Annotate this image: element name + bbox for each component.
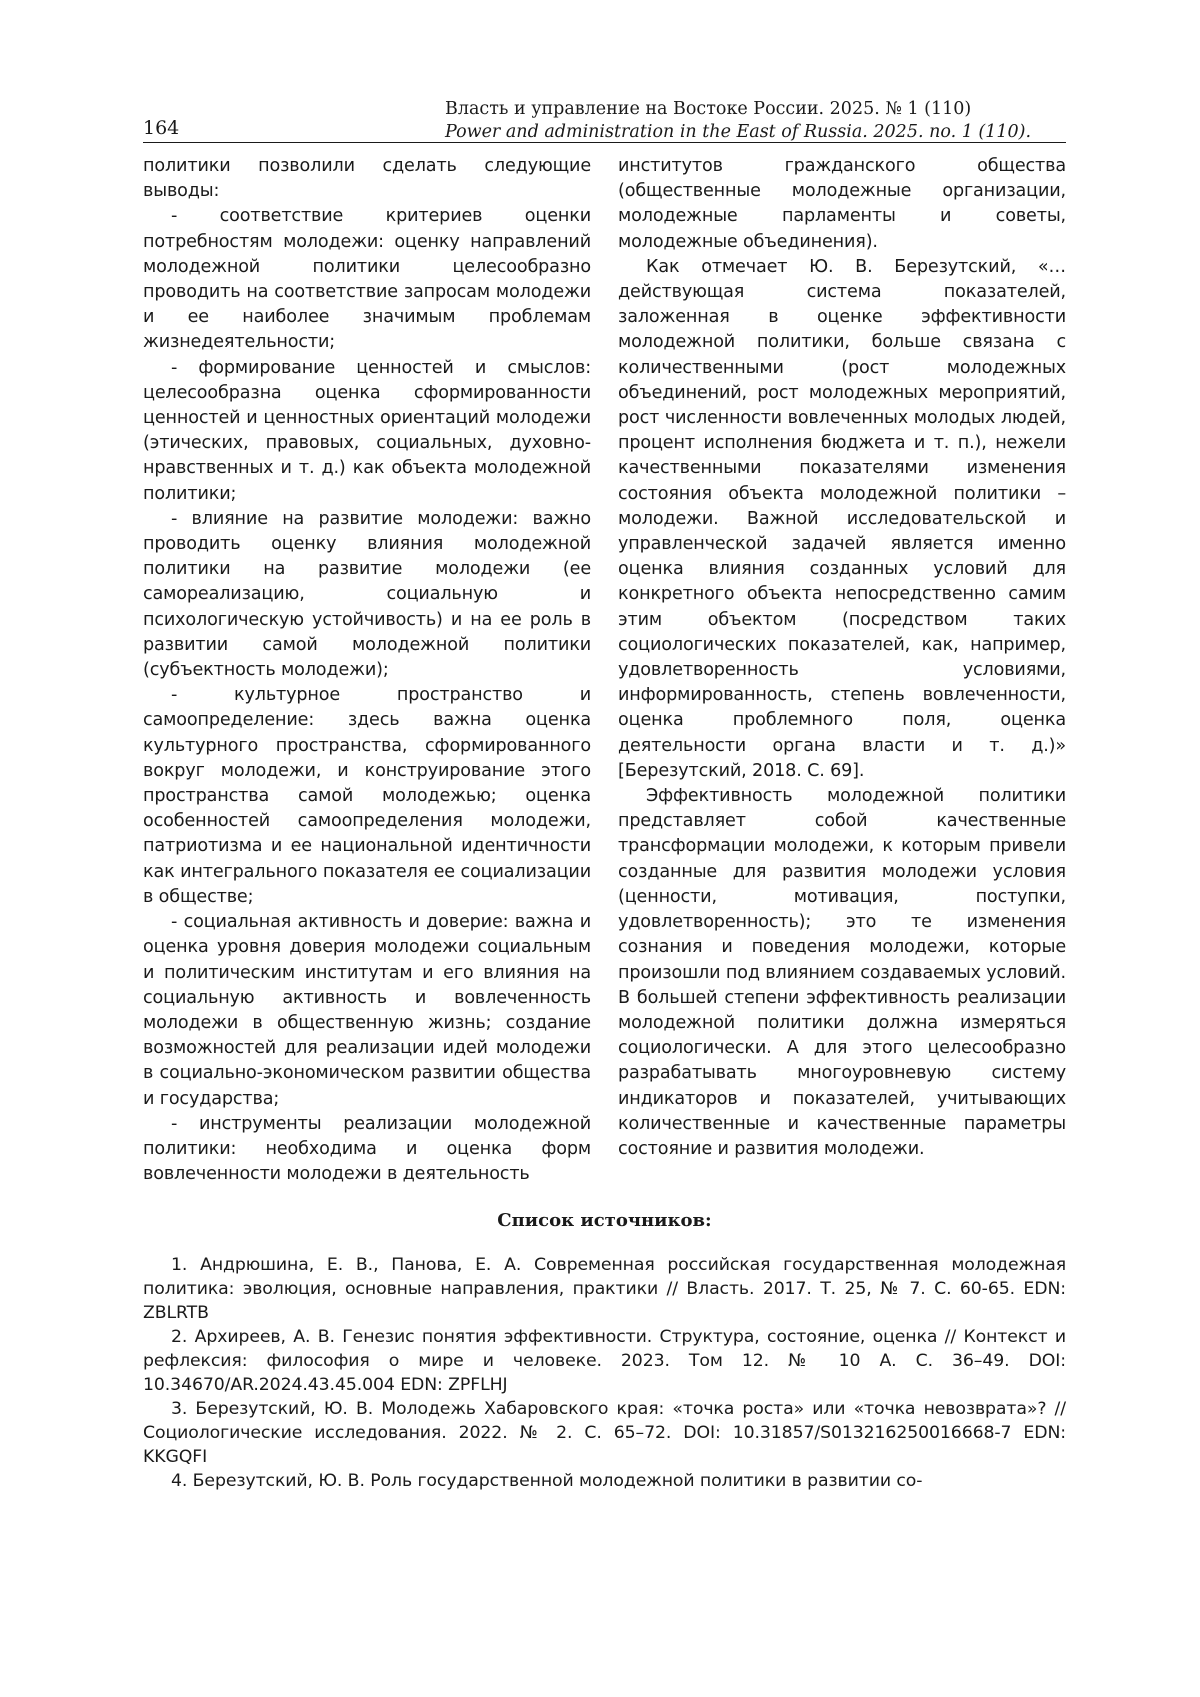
reference-item: 3. Березутский, Ю. В. Молодежь Хабаровского края: «точка роста» или «точка невозврата»? // Социологические исследования. 2022. № 2. С. 65–72. DOI: 10.31857/S013216250016668-7 EDN: KKGQFI: [143, 1399, 1066, 1468]
reference-item: 1. Андрюшина, Е. В., Панова, Е. А. Современная российская государственная молодежная политика: эволюция, основные направления, практики // Власть. 2017. Т. 25, № 7. С. 60-65. EDN: ZBLRTB: [143, 1255, 1066, 1324]
journal-title-ru: Власть и управление на Востоке России. 2025. № 1 (110): [445, 99, 972, 119]
list-item: - инструменты реализации молодежной политики: необходима и оценка форм вовлеченности молодежи в деятельность: [143, 1113, 591, 1185]
reference-item: 2. Архиреев, А. В. Генезис понятия эффективности. Структура, состояние, оценка // Контекст и рефлексия: философия о мире и человеке. 2023. Том 12. № 10 А. С. 36–49. DOI: 10.34670/AR.2024.43.45.004 EDN: ZPFLHJ: [143, 1327, 1066, 1396]
body-columns: [143, 154, 1066, 1187]
right-column: [618, 154, 1066, 1187]
references-title: Список источников:: [497, 1210, 712, 1232]
reference-item: 4. Березутский, Ю. В. Роль государственной молодежной политики в развитии со-: [171, 1471, 923, 1492]
list-item: - соответствие критериев оценки потребностям молодежи: оценку направлений молодежной политики целесообразно проводить на соответствие запросам молодежи и ее наиболее значимым проблемам жизнедеятельности;: [143, 206, 591, 353]
list-item: - социальная активность и доверие: важна и оценка уровня доверия молодежи социальным и политическим институтам и его влияния на социальную активность и вовлеченность молодежи в общественную жизнь; создание возможностей для реализации идей молодежи в социально-экономическом развитии общества и государства;: [143, 912, 591, 1109]
page-number: 164: [143, 117, 180, 139]
list-item: - влияние на развитие молодежи: важно проводить оценку влияния молодежной политики на развитие молодежи (ее самореализацию, социальную и психологическую устойчивость) и на ее роль в развитии самой молодежной политики (субъектность молодежи);: [143, 508, 591, 681]
paragraph: политики позволили сделать следующие выводы:: [143, 156, 591, 202]
references-list: [143, 1253, 1066, 1493]
list-item: - формирование ценностей и смыслов: целесообразна оценка сформированности ценностей и ценностных ориентаций молодежи (этических, правовых, социальных, духовно-нравственных и т. д.) как объекта молодежной политики;: [143, 357, 591, 504]
paragraph: институтов гражданского общества (общественные молодежные организации, молодежные парламенты и советы, молодежные объединения).: [618, 156, 1066, 252]
journal-title-en: Power and administration in the East of Russia. 2025. no. 1 (110).: [445, 122, 1032, 142]
journal-page: [143, 96, 1066, 1493]
paragraph: Как отмечает Ю. В. Березутский, «…действующая система показателей, заложенная в оценке эффективности молодежной политики, больше связана с количественными (рост молодежных объединений, рост молодежных мероприятий, рост численности вовлеченных молодых людей, процент исполнения бюджета и т. п.), нежели качественными показателями изменения состояния объекта молодежной политики – молодежи. Важной исследовательской и управленческой задачей является именно оценка влияния созданных условий для конкретного объекта непосредственно самим этим объектом (посредством таких социологических показателей, как, например, удовлетворенность условиями, информированность, степень вовлеченности, оценка проблемного поля, оценка деятельности органа власти и т. д.)» [Березутский, 2018. С. 69].: [618, 256, 1066, 781]
list-item: - культурное пространство и самоопределение: здесь важна оценка культурного пространства, сформированного вокруг молодежи, и конструирование этого пространства самой молодежью; оценка особенностей самоопределения молодежи, патриотизма и ее национальной идентичности как интегрального показателя ее социализации в обществе;: [143, 685, 591, 907]
page-header: [143, 96, 1066, 143]
journal-title: [445, 98, 1031, 144]
left-column: [143, 154, 591, 1187]
paragraph: Эффективность молодежной политики представляет собой качественные трансформации молодежи, к которым привели созданные для развития молодежи условия (ценности, мотивация, поступки, удовлетворенность); это те изменения сознания и поведения молодежи, которые произошли под влиянием создаваемых условий. В большей степени эффективность реализации молодежной политики должна измеряться социологически. А для этого целесообразно разрабатывать многоуровневую систему индикаторов и показателей, учитывающих количественные и качественные параметры состояние и развития молодежи.: [618, 786, 1066, 1159]
